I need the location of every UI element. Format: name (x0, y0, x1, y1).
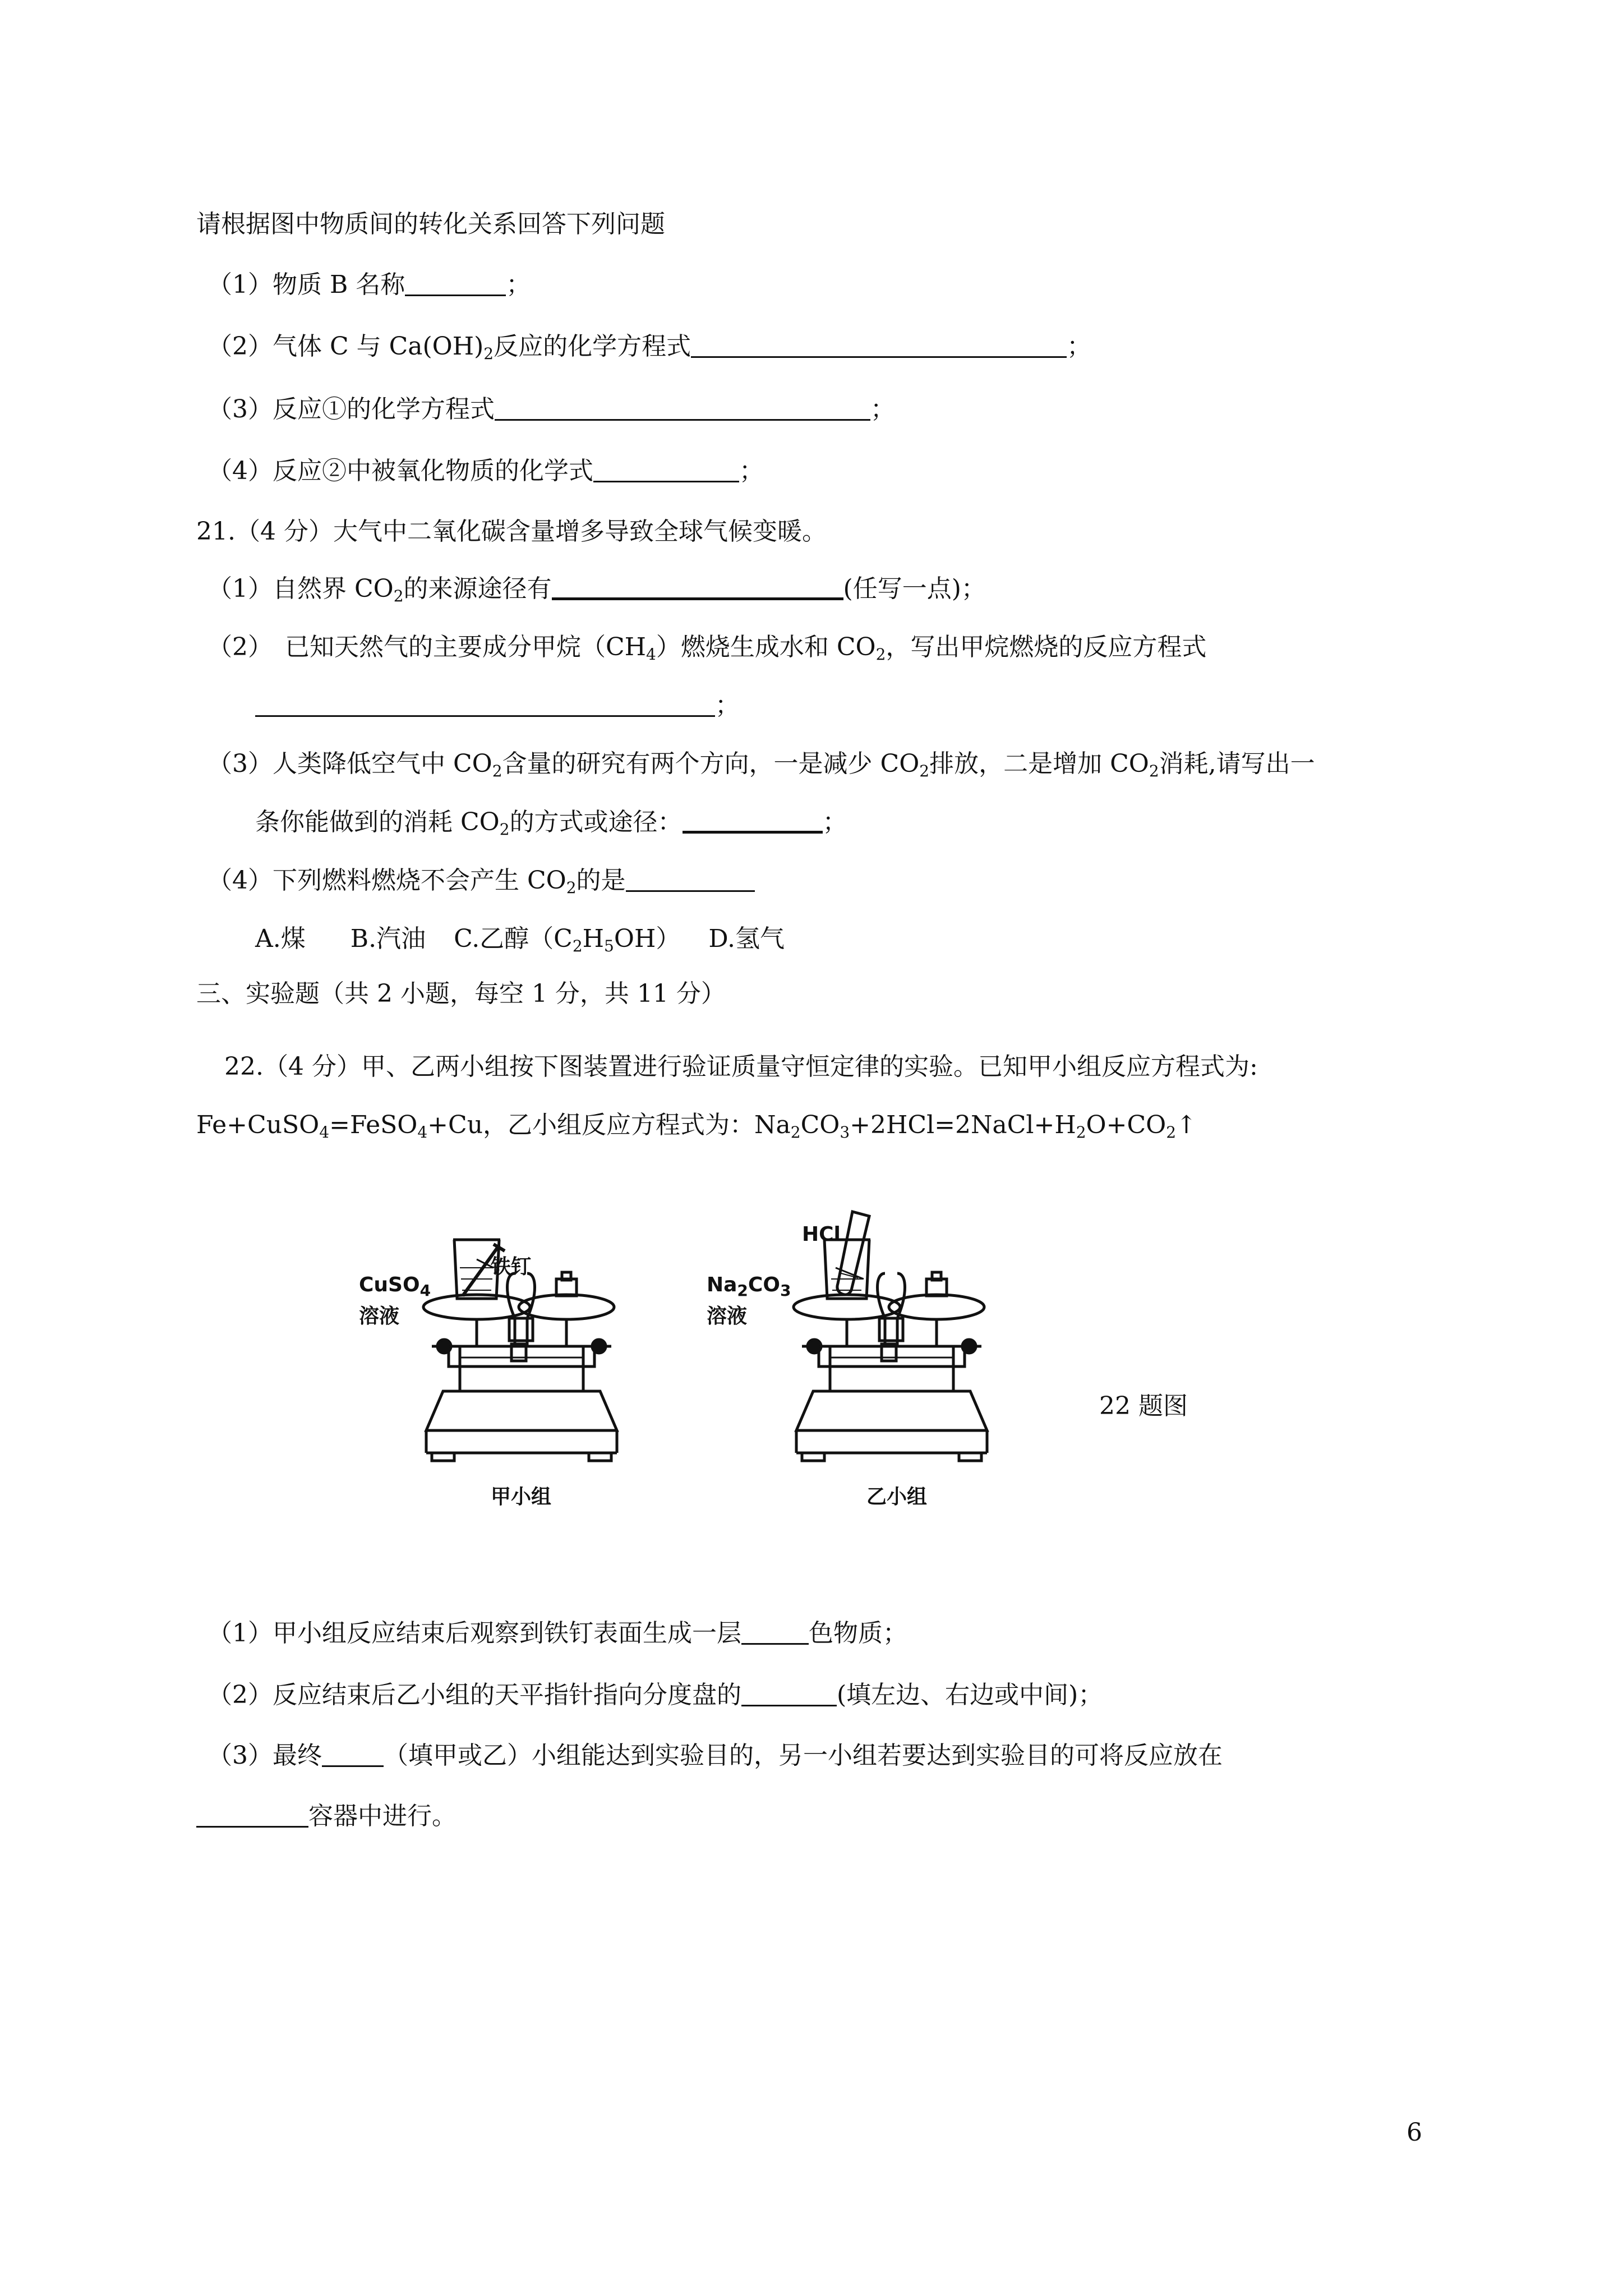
answer-blank[interactable] (741, 1680, 837, 1706)
answer-blank[interactable] (741, 1618, 809, 1645)
section-heading: 三、实验题（共 2 小题，每空 1 分，共 11 分） (196, 979, 726, 1008)
option-a: A.煤 (255, 924, 306, 953)
balance-figure (348, 1206, 1189, 1520)
q21-part3: （3）人类降低空气中 $CO_2$含量的研究有两个方向，一是减少 $CO_2$排放，二是增加 $CO_2$消耗,请写出一 (208, 749, 1315, 780)
answer-blank[interactable] (626, 866, 755, 892)
q20-part2: （2）气体 C 与 $Ca(OH)_2$反应的化学方程式 ； (208, 332, 1092, 363)
right-group-label: 乙小组 (866, 1485, 928, 1508)
answer-blank[interactable] (322, 1741, 384, 1767)
q20-part3: （3）反应①的化学方程式 ； (208, 395, 895, 424)
balance-diagram (348, 1206, 1189, 1520)
page-number: 6 (1407, 2118, 1422, 2147)
answer-blank[interactable] (552, 573, 843, 600)
q20-part1: （1）物质 B 名称 ； (208, 270, 531, 299)
left-solution-label-2: 溶液 (359, 1305, 400, 1328)
q22-equations: Fe+CuSO$_4$=FeSO$_4$+Cu，乙小组反应方程式为：$Na_2CO_3+2HCl=2NaCl+H_2O+CO_2↑$ (196, 1111, 1197, 1142)
left-group-label: 甲小组 (491, 1485, 552, 1508)
answer-blank[interactable] (593, 456, 739, 482)
right-solution-label-2: 溶液 (707, 1305, 748, 1328)
q21-part1: （1）自然界 $CO_2$的来源途径有 (任写一点)； (208, 572, 986, 613)
answer-blank[interactable] (683, 806, 823, 834)
figure-caption: 22 题图 (1099, 1392, 1188, 1420)
q21-options (255, 922, 785, 963)
intro-text: 请根据图中物质间的转化关系回答下列问题 (196, 210, 665, 238)
q22-title: 22.（4 分）甲、乙两小组按下图装置进行验证质量守恒定律的实验。已知甲小组反应方程式为: (224, 1052, 1258, 1081)
q20-part4: （4）反应②中被氧化物质的化学式 ； (208, 457, 764, 485)
q22-part3-cont: 容器中进行。 (196, 1800, 457, 1833)
answer-blank[interactable] (196, 1801, 308, 1828)
option-c: C.乙醇$(C_2H_5OH)$ (454, 924, 681, 955)
q21-title: 21.（4 分）大气中二氧化碳含量增多导致全球气候变暖。 (196, 517, 827, 546)
answer-blank[interactable] (495, 394, 870, 421)
option-d: D.氢气 (708, 924, 785, 953)
nail-label: 铁钉 (491, 1255, 532, 1278)
q21-part2-answer: ； (255, 689, 740, 723)
q21-part4: （4）下列燃料燃烧不会产生 $CO_2$的是 (208, 864, 755, 905)
right-balance (794, 1212, 987, 1461)
q22-part1: （1）甲小组反应结束后观察到铁钉表面生成一层 色物质； (208, 1619, 907, 1648)
answer-blank[interactable] (405, 270, 506, 296)
acid-label: HCl (802, 1223, 841, 1246)
q21-part2: （2） 已知天然气的主要成分甲烷$(CH_4)$燃烧生成水和 $CO_2$，写出甲烷燃烧的反应方程式 (208, 633, 1207, 664)
left-solution-label: CuSO$_4$ (359, 1273, 431, 1300)
option-b: B.汽油 (350, 924, 426, 953)
right-solution-label: $Na_2CO_3$ (707, 1273, 791, 1300)
answer-blank[interactable] (691, 332, 1067, 358)
q21-part3-cont: 条你能做到的消耗 $CO_2$的方式或途径： ； (255, 806, 847, 846)
q22-part3: （3）最终 （填甲或乙）小组能达到实验目的，另一小组若要达到实验目的可将反应放在 (208, 1741, 1223, 1770)
q22-part2: （2）反应结束后乙小组的天平指针指向分度盘的 (填左边、右边或中间)； (208, 1681, 1103, 1709)
answer-blank[interactable] (255, 691, 715, 717)
